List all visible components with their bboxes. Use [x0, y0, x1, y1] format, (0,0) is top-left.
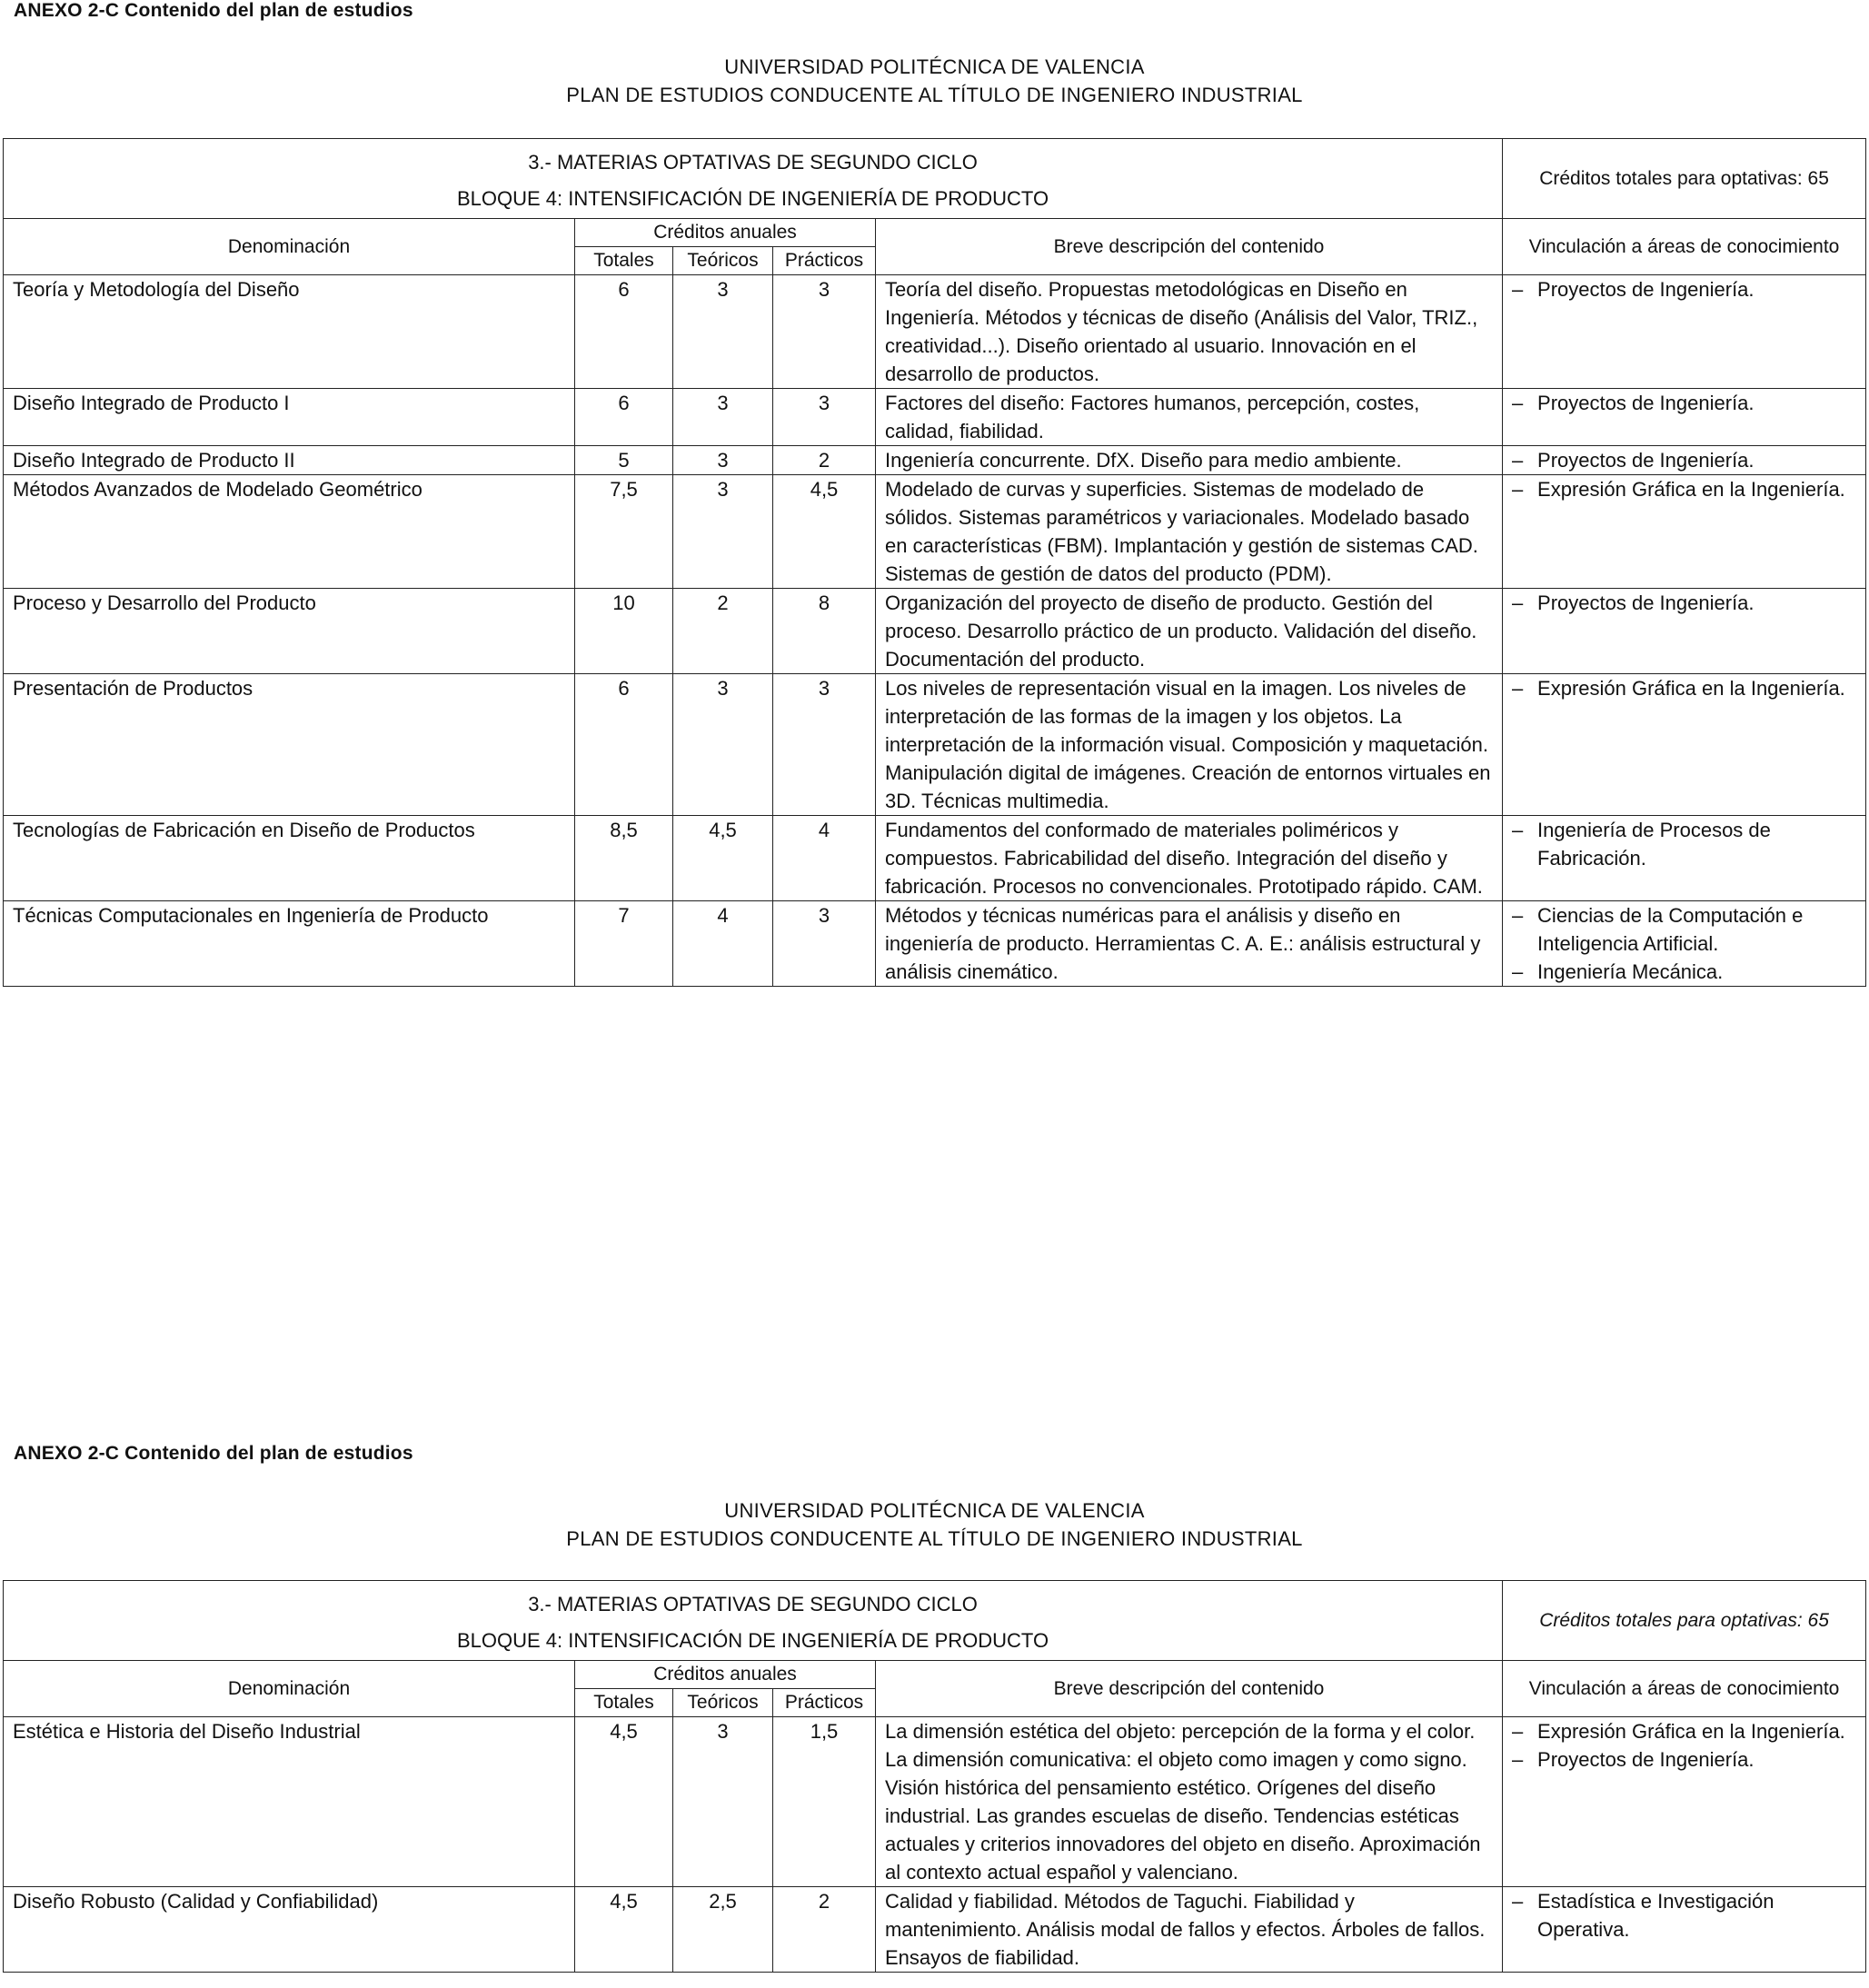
knowledge-areas	[1503, 816, 1866, 901]
table-row	[4, 389, 1866, 446]
total-credits: Créditos totales para optativas: 65	[1503, 139, 1866, 219]
university-name: UNIVERSIDAD POLITÉCNICA DE VALENCIA	[724, 55, 1145, 78]
col-header-totals: Totales	[575, 1689, 673, 1717]
table-row	[4, 674, 1866, 816]
credits-practice: 4	[773, 816, 876, 901]
annex-title: ANEXO 2-C Contenido del plan de estudios	[14, 1443, 413, 1464]
credits-total: 8,5	[575, 816, 673, 901]
subject-description: Ingeniería concurrente. DfX. Diseño para medio ambiente.	[876, 446, 1503, 475]
plan-title: PLAN DE ESTUDIOS CONDUCENTE AL TÍTULO DE INGENIERO INDUSTRIAL	[566, 1527, 1303, 1550]
subject-description: Factores del diseño: Factores humanos, percepción, costes, calidad, fiabilidad.	[876, 389, 1503, 446]
credits-total: 10	[575, 589, 673, 674]
col-header-description: Breve descripción del contenido	[876, 1661, 1503, 1717]
credits-theory: 2	[673, 589, 773, 674]
credits-theory: 3	[673, 475, 773, 589]
total-credits: Créditos totales para optativas: 65	[1503, 1581, 1866, 1661]
knowledge-area-item: – Estadística e Investigación Operativa.	[1512, 1887, 1856, 1943]
knowledge-area-item: – Expresión Gráfica en la Ingeniería.	[1512, 674, 1856, 702]
knowledge-area-item: – Expresión Gráfica en la Ingeniería.	[1512, 1717, 1856, 1745]
credits-practice: 2	[773, 1887, 876, 1973]
annex-title: ANEXO 2-C Contenido del plan de estudios	[14, 0, 413, 21]
table-body	[4, 1717, 1866, 1973]
subject-description: Organización del proyecto de diseño de producto. Gestión del proceso. Desarrollo práctico de un producto. Validación del diseño. Documentación del producto.	[876, 589, 1503, 674]
col-header-areas: Vinculación a áreas de conocimiento	[1503, 219, 1866, 275]
col-header-theory: Teóricos	[673, 247, 773, 275]
col-header-totals: Totales	[575, 247, 673, 275]
col-header-name: Denominación	[4, 1661, 575, 1717]
credits-theory: 2,5	[673, 1887, 773, 1973]
subject-name: Estética e Historia del Diseño Industrial	[4, 1717, 575, 1887]
subject-description: Calidad y fiabilidad. Métodos de Taguchi. Fiabilidad y mantenimiento. Análisis modal de fallos y efectos. Árboles de fallos. Ensayos de fiabilidad.	[876, 1887, 1503, 1973]
col-header-description: Breve descripción del contenido	[876, 219, 1503, 275]
subject-name: Teoría y Metodología del Diseño	[4, 275, 575, 389]
col-header-theory: Teóricos	[673, 1689, 773, 1717]
table-row	[4, 816, 1866, 901]
credits-practice: 3	[773, 275, 876, 389]
subject-description: Teoría del diseño. Propuestas metodológicas en Diseño en Ingeniería. Métodos y técnicas de diseño (Análisis del Valor, TRIZ., creatividad...). Diseño orientado al usuario. Innovación en el desarrollo de productos.	[876, 275, 1503, 389]
knowledge-area-item: – Expresión Gráfica en la Ingeniería.	[1512, 475, 1856, 503]
credits-practice: 3	[773, 901, 876, 987]
table-row	[4, 1717, 1866, 1887]
credits-practice: 2	[773, 446, 876, 475]
knowledge-area-item: – Proyectos de Ingeniería.	[1512, 275, 1856, 303]
subject-description: Los niveles de representación visual en la imagen. Los niveles de interpretación de las formas de la imagen y los objetos. La interpretación de la información visual. Composición y maquetación. Manipulación digital de imágenes. Creación de entornos virtuales en 3D. Técnicas multimedia.	[876, 674, 1503, 816]
credits-theory: 3	[673, 389, 773, 446]
knowledge-area-item: – Proyectos de Ingeniería.	[1512, 446, 1856, 474]
section-title: 3.- MATERIAS OPTATIVAS DE SEGUNDO CICLO	[528, 1592, 978, 1615]
table-header-row	[4, 139, 1866, 219]
university-name: UNIVERSIDAD POLITÉCNICA DE VALENCIA	[724, 1499, 1145, 1522]
table-body	[4, 275, 1866, 987]
credits-practice: 3	[773, 674, 876, 816]
subject-name: Diseño Integrado de Producto I	[4, 389, 575, 446]
credits-theory: 4	[673, 901, 773, 987]
subject-name: Proceso y Desarrollo del Producto	[4, 589, 575, 674]
knowledge-areas	[1503, 389, 1866, 446]
subject-description: La dimensión estética del objeto: percepción de la forma y el color. La dimensión comunicativa: el objeto como imagen y como signo. Visión histórica del pensamiento estético. Orígenes del diseño industrial. Las grandes escuelas de diseño. Tendencias estéticas actuales y criterios innovadores del objeto en diseño. Aproximación al contexto actual español y valenciano.	[876, 1717, 1503, 1887]
subject-name: Presentación de Productos	[4, 674, 575, 816]
col-header-practice: Prácticos	[773, 247, 876, 275]
subject-description: Métodos y técnicas numéricas para el análisis y diseño en ingeniería de producto. Herramientas C. A. E.: análisis estructural y análisis cinemático.	[876, 901, 1503, 987]
knowledge-area-item: – Ingeniería de Procesos de Fabricación.	[1512, 816, 1856, 872]
credits-theory: 3	[673, 674, 773, 816]
credits-total: 6	[575, 674, 673, 816]
knowledge-areas	[1503, 1887, 1866, 1973]
credits-practice: 4,5	[773, 475, 876, 589]
section-title: 3.- MATERIAS OPTATIVAS DE SEGUNDO CICLO	[528, 150, 978, 174]
block-header	[4, 1581, 1503, 1661]
subject-name: Tecnologías de Fabricación en Diseño de Productos	[4, 816, 575, 901]
credits-total: 4,5	[575, 1717, 673, 1887]
credits-total: 7,5	[575, 475, 673, 589]
col-header-areas: Vinculación a áreas de conocimiento	[1503, 1661, 1866, 1717]
col-header-annual-credits: Créditos anuales	[575, 219, 876, 247]
subject-name: Diseño Robusto (Calidad y Confiabilidad)	[4, 1887, 575, 1973]
subjects-table	[3, 1580, 1866, 1973]
block-title: BLOQUE 4: INTENSIFICACIÓN DE INGENIERÍA DE PRODUCTO	[456, 1628, 1049, 1652]
col-header-annual-credits: Créditos anuales	[575, 1661, 876, 1689]
credits-total: 4,5	[575, 1887, 673, 1973]
col-header-name: Denominación	[4, 219, 575, 275]
subject-description: Modelado de curvas y superficies. Sistemas de modelado de sólidos. Sistemas paramétricos y variacionales. Modelado basado en características (FBM). Implantación y gestión de sistemas CAD. Sistemas de gestión de datos del producto (PDM).	[876, 475, 1503, 589]
col-header-practice: Prácticos	[773, 1689, 876, 1717]
column-header-row	[4, 1661, 1866, 1689]
subjects-table	[3, 138, 1866, 987]
table-header-row	[4, 1581, 1866, 1661]
credits-theory: 3	[673, 1717, 773, 1887]
column-header-row	[4, 219, 1866, 247]
block-header	[4, 139, 1503, 219]
subject-name: Métodos Avanzados de Modelado Geométrico	[4, 475, 575, 589]
credits-practice: 1,5	[773, 1717, 876, 1887]
credits-theory: 3	[673, 275, 773, 389]
subject-name: Técnicas Computacionales en Ingeniería de Producto	[4, 901, 575, 987]
credits-practice: 8	[773, 589, 876, 674]
table-row	[4, 446, 1866, 475]
credits-total: 6	[575, 275, 673, 389]
knowledge-area-item: – Proyectos de Ingeniería.	[1512, 389, 1856, 417]
table-row	[4, 901, 1866, 987]
knowledge-areas	[1503, 901, 1866, 987]
knowledge-areas	[1503, 1717, 1866, 1887]
credits-total: 5	[575, 446, 673, 475]
block-title: BLOQUE 4: INTENSIFICACIÓN DE INGENIERÍA DE PRODUCTO	[456, 186, 1049, 210]
knowledge-area-item: – Ciencias de la Computación e Inteligencia Artificial.	[1512, 901, 1856, 958]
plan-title: PLAN DE ESTUDIOS CONDUCENTE AL TÍTULO DE INGENIERO INDUSTRIAL	[566, 84, 1303, 106]
credits-theory: 4,5	[673, 816, 773, 901]
knowledge-area-item: – Proyectos de Ingeniería.	[1512, 1745, 1856, 1774]
knowledge-area-item: – Ingeniería Mecánica.	[1512, 958, 1856, 986]
knowledge-areas	[1503, 446, 1866, 475]
credits-total: 7	[575, 901, 673, 987]
knowledge-area-item: – Proyectos de Ingeniería.	[1512, 589, 1856, 617]
knowledge-areas	[1503, 275, 1866, 389]
subject-description: Fundamentos del conformado de materiales poliméricos y compuestos. Fabricabilidad del diseño. Integración del diseño y fabricación. Procesos no convencionales. Prototipado rápido. CAM.	[876, 816, 1503, 901]
subject-name: Diseño Integrado de Producto II	[4, 446, 575, 475]
knowledge-areas	[1503, 589, 1866, 674]
table-row	[4, 475, 1866, 589]
table-row	[4, 589, 1866, 674]
knowledge-areas	[1503, 475, 1866, 589]
credits-theory: 3	[673, 446, 773, 475]
credits-total: 6	[575, 389, 673, 446]
table-row	[4, 1887, 1866, 1973]
credits-practice: 3	[773, 389, 876, 446]
table-row	[4, 275, 1866, 389]
knowledge-areas	[1503, 674, 1866, 816]
